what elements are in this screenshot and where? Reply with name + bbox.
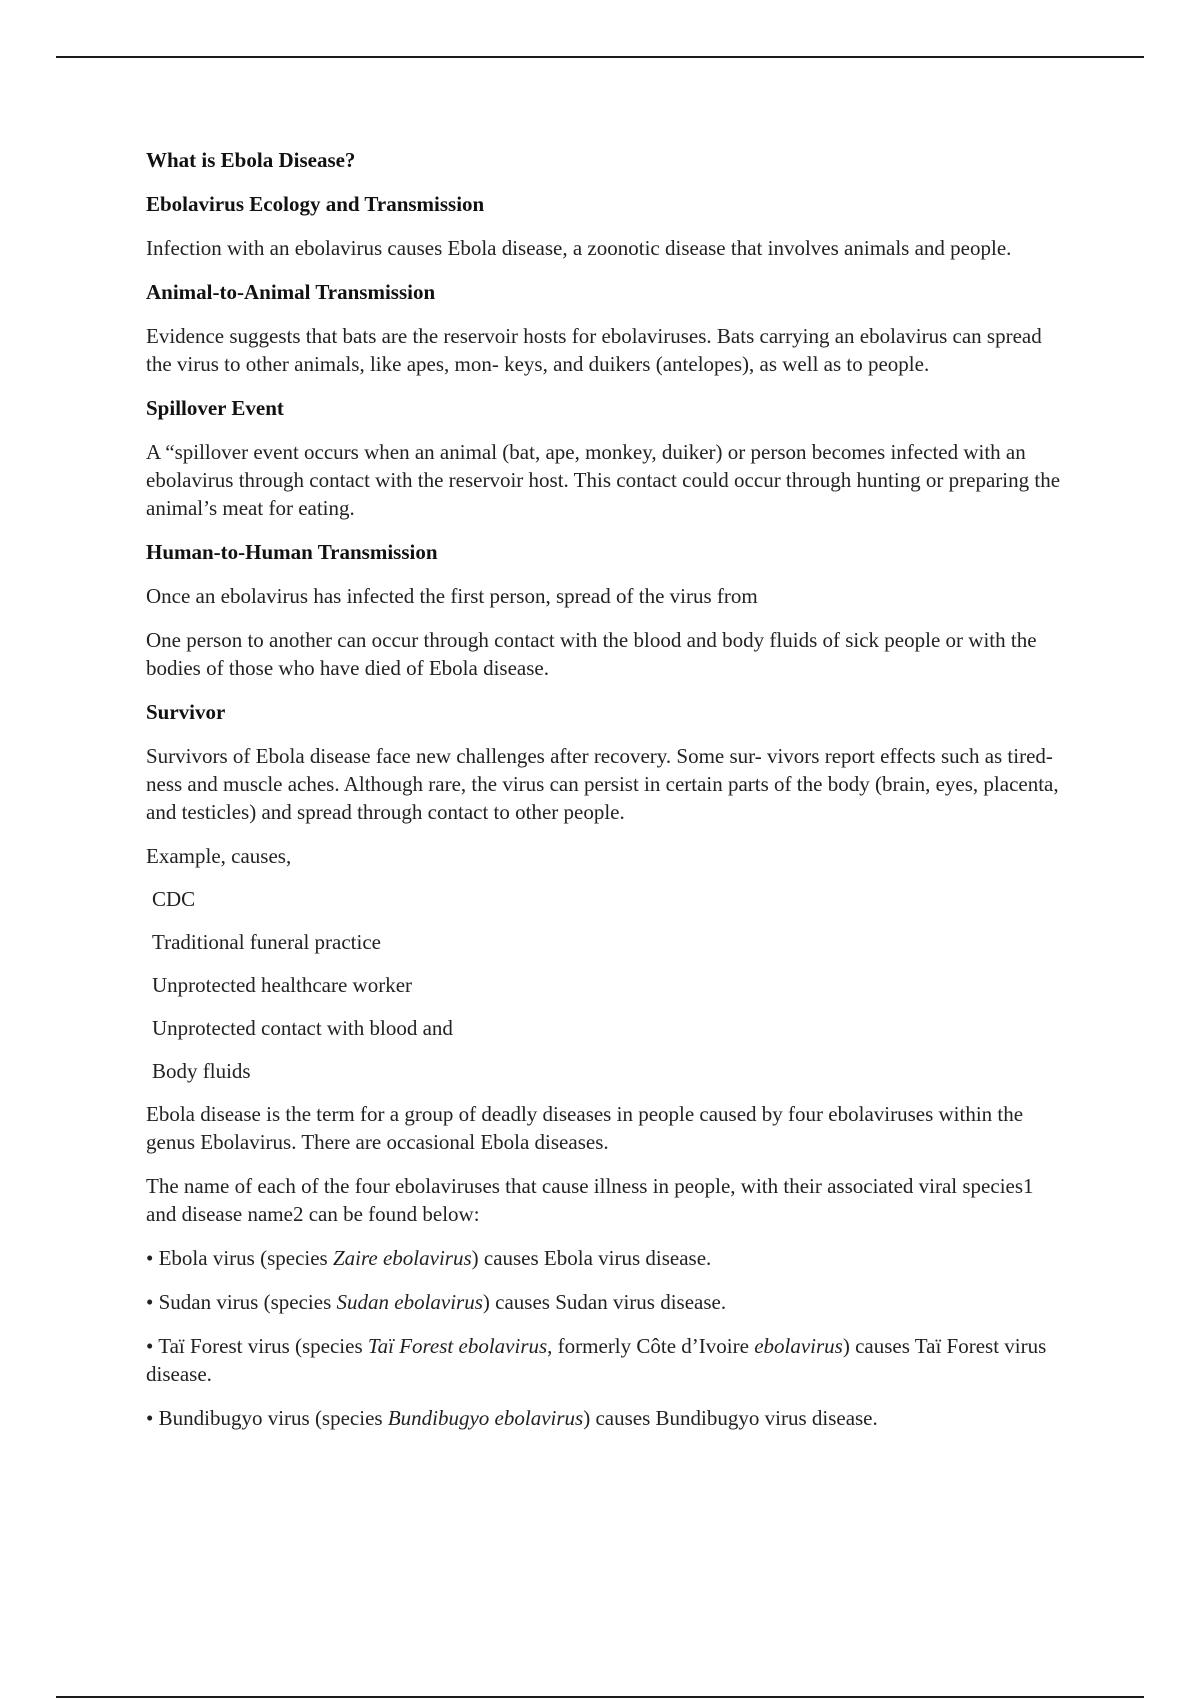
paragraph-animal-transmission: Evidence suggests that bats are the reservoir hosts for ebolaviruses. Bats carrying an ebolavirus can spread the virus to other animals, like apes, mon- keys, and duikers (antelopes), as well as to people. <box>146 324 1042 376</box>
species-name: Zaire ebolavirus <box>332 1246 472 1270</box>
bullet-text: ) causes Bundibugyo virus disease. <box>583 1406 878 1430</box>
bullet-text: • Sudan virus (species <box>146 1290 337 1314</box>
species-name: ebolavirus <box>754 1334 843 1358</box>
document-body <box>146 146 1066 1432</box>
species-name: Taï Forest ebolavirus <box>367 1334 548 1358</box>
cause-item: Unprotected healthcare worker <box>152 973 413 997</box>
bullet-ebola-virus <box>146 1244 1066 1272</box>
heading-spillover: Spillover Event <box>146 396 284 420</box>
top-rule <box>56 56 1144 58</box>
bullet-text: • Taï Forest virus (species <box>146 1334 368 1358</box>
heading-survivor: Survivor <box>146 700 226 724</box>
bullet-sudan-virus <box>146 1288 1066 1316</box>
cause-item: Body fluids <box>152 1059 251 1083</box>
bottom-rule <box>56 1696 1144 1698</box>
species-name: Bundibugyo ebolavirus <box>387 1406 584 1430</box>
paragraph-ecology: Infection with an ebolavirus causes Ebola disease, a zoonotic disease that involves animals and people. <box>146 236 1012 260</box>
paragraph-human-transmission-1: Once an ebolavirus has infected the first person, spread of the virus from <box>146 584 758 608</box>
bullet-text: ) causes Sudan virus disease. <box>482 1290 727 1314</box>
bullet-text: ) causes Ebola virus disease. <box>471 1246 712 1270</box>
page-title: What is Ebola Disease? <box>146 148 356 172</box>
bullet-text: • Ebola virus (species <box>146 1246 333 1270</box>
bullet-bundibugyo-virus <box>146 1404 1066 1432</box>
paragraph-spillover: A “spillover event occurs when an animal (bat, ape, monkey, duiker) or person becomes infected with an ebolavirus through contact with the reservoir host. This contact could occur through hunting or preparing the animal’s meat for eating. <box>146 440 1061 520</box>
heading-human-transmission: Human-to-Human Transmission <box>146 540 438 564</box>
species-name: Sudan ebolavirus <box>336 1290 483 1314</box>
bullet-text: ) causes Taï Forest virus disease. <box>146 1334 1047 1386</box>
paragraph-virus-names: The name of each of the four ebolaviruses that cause illness in people, with their associated viral species1 and disease name2 can be found below: <box>146 1174 1034 1226</box>
heading-ecology: Ebolavirus Ecology and Transmission <box>146 192 485 216</box>
paragraph-survivor: Survivors of Ebola disease face new challenges after recovery. Some sur- vivors report effects such as tired- ness and muscle aches. Although rare, the virus can persist in certain parts of the body (brain, eyes, placenta, and testicles) and spread through contact to other people. <box>146 744 1059 824</box>
bullet-tai-forest-virus <box>146 1332 1066 1388</box>
cause-item: Unprotected contact with blood and <box>152 1016 453 1040</box>
bullet-text: • Bundibugyo virus (species <box>146 1406 388 1430</box>
cause-item: CDC <box>152 887 196 911</box>
paragraph-ebola-term: Ebola disease is the term for a group of deadly diseases in people caused by four ebolaviruses within the genus Ebolavirus. There are occasional Ebola diseases. <box>146 1102 1024 1154</box>
bullet-text: , formerly Côte d’Ivoire <box>547 1334 755 1358</box>
cause-item: Traditional funeral practice <box>152 930 381 954</box>
heading-animal-transmission: Animal-to-Animal Transmission <box>146 280 436 304</box>
paragraph-example: Example, causes, <box>146 844 292 868</box>
paragraph-human-transmission-2: One person to another can occur through contact with the blood and body fluids of sick people or with the bodies of those who have died of Ebola disease. <box>146 628 1037 680</box>
